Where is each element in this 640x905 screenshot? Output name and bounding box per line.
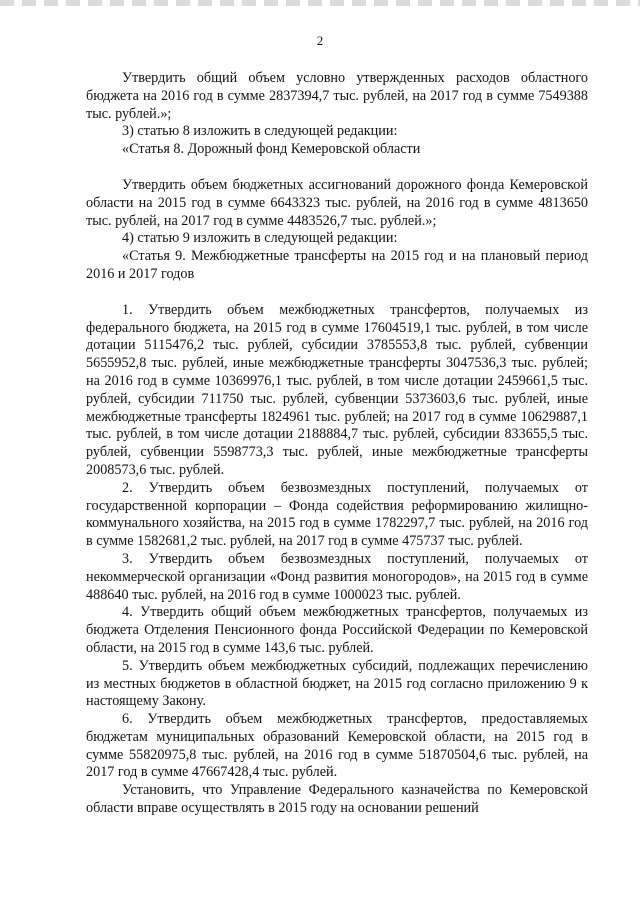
paragraph-road-fund: Утвердить объем бюджетных ассигнований дорожного фонда Кемеровской области на 2015 год в сумме 6643323 тыс. рублей, на 2016 год в сумме 4813650 тыс. рублей, на 2017 год в сумме 4483526,7 тыс. рублей.»; <box>86 176 588 229</box>
heading-article-8: «Статья 8. Дорожный фонд Кемеровской области <box>122 141 421 158</box>
paragraph-item-6: 6. Утвердить объем межбюджетных трансфертов, предоставляемых бюджетам муниципальных образований Кемеровской области, на 2015 год в сумме 55820975,8 тыс. рублей, на 2016 год в сумме 51870504,6 тыс. рублей, на 2017 год в сумме 47667428,4 тыс. рублей. <box>86 711 588 781</box>
page-number: 2 <box>316 33 324 48</box>
paragraph-treasury: Установить, что Управление Федерального казначейства по Кемеровской области вправе осуществлять в 2015 году на основании решений <box>86 782 588 817</box>
paragraph-item-3: 3. Утвердить объем безвозмездных поступлений, получаемых от некоммерческой организации «Фонд развития моногородов», на 2015 год в сумме 488640 тыс. рублей, на 2016 год в сумме 1000023 тыс. рублей. <box>86 550 588 603</box>
paragraph-amend-article-8: 3) статью 8 изложить в следующей редакции: <box>122 123 398 140</box>
paragraph-item-1: 1. Утвердить объем межбюджетных трансфертов, получаемых из федерального бюджета, на 2015 год в сумме 17604519,1 тыс. рублей, в том числе дотации 5115476,2 тыс. рублей, субсидии 3785553,8 тыс. рублей, субвенции 5655952,8 тыс. рублей, иные межбюджетные трансферты 3047536,3 тыс. рублей; на 2016 год в сумме 10369976,1 тыс. рублей, в том числе дотации 2459661,5 тыс. рублей, субсидии 711750 тыс. рублей, субвенции 5373603,6 тыс. рублей, иные межбюджетные трансферты 1824961 тыс. рублей; на 2017 год в сумме 10629887,1 тыс. рублей, в том числе дотации 2188884,7 тыс. рублей, субсидии 833655,5 тыс. рублей, субвенции 5598773,3 тыс. рублей, иные межбюджетные трансферты 2008573,6 тыс. рублей. <box>86 301 588 478</box>
paragraph-amend-article-9: 4) статью 9 изложить в следующей редакции: <box>122 230 398 247</box>
document-body <box>86 70 588 818</box>
paragraph-item-4: 4. Утвердить общий объем межбюджетных трансфертов, получаемых из бюджета Отделения Пенсионного фонда Российской Федерации по Кемеровской области, на 2015 год в сумме 143,6 тыс. рублей. <box>86 604 588 656</box>
paragraph-conditional-expenses: Утвердить общий объем условно утвержденных расходов областного бюджета на 2016 год в сумме 2837394,7 тыс. рублей, на 2017 год в сумме 7549388 тыс. рублей.»; <box>86 70 588 122</box>
heading-article-9: «Статья 9. Межбюджетные трансферты на 2015 год и на плановый период 2016 и 2017 годов <box>86 248 588 282</box>
paragraph-item-2: 2. Утвердить объем безвозмездных поступлений, получаемых от государственной корпорации – Фонда содействия реформированию жилищно-коммунального хозяйства, на 2015 год в сумме 1782297,7 тыс. рублей, на 2016 год в сумме 1582681,2 тыс. рублей, на 2017 год в сумме 475737 тыс. рублей. <box>86 479 588 550</box>
scan-top-edge <box>0 0 640 6</box>
paragraph-item-5: 5. Утвердить объем межбюджетных субсидий, подлежащих перечислению из местных бюджетов в областной бюджет, на 2015 год согласно приложению 9 к настоящему Закону. <box>86 657 588 710</box>
